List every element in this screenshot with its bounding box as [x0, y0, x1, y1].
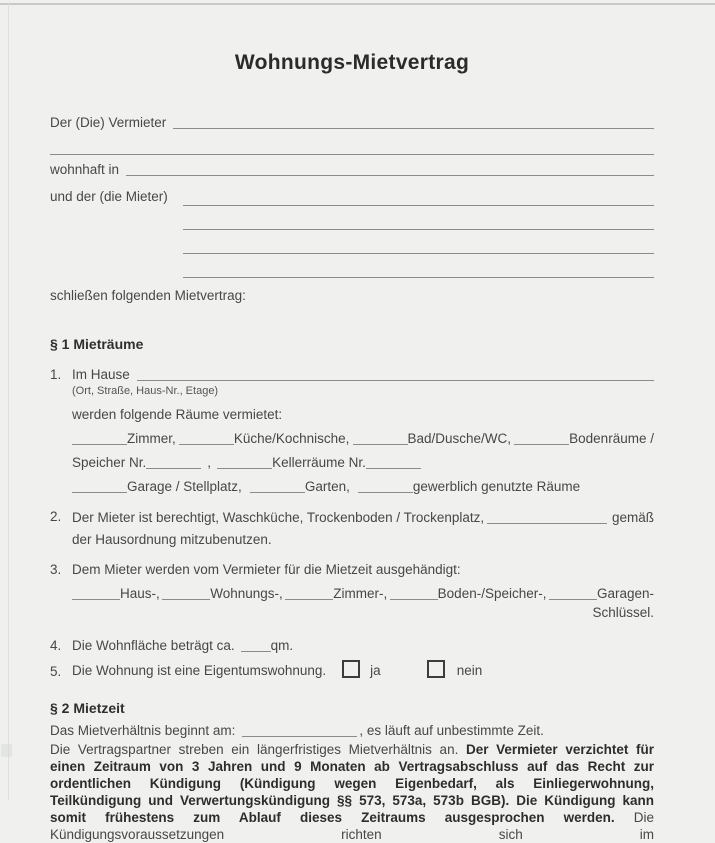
item-2-number: 2.	[50, 509, 62, 524]
gemaess-label: gemäß	[611, 510, 654, 525]
kueche-field	[179, 431, 350, 447]
garagen-keys-field	[549, 586, 654, 602]
shared-use-text: Der Mieter ist berechtigt, Waschküche, Trockenboden / Trockenplatz,	[72, 510, 485, 525]
blank-mitbenutzung	[487, 523, 607, 524]
rooms-intro: werden folgende Räume vermietet:	[72, 407, 283, 422]
blank-kueche-count	[179, 444, 234, 445]
wohnungs-keys-field	[162, 586, 283, 602]
eigentumswohnung-row	[72, 660, 654, 680]
eigentumswohnung-label: Die Wohnung ist eine Eigentumswohnung.	[72, 662, 327, 678]
speicher-label: Speicher Nr.	[72, 455, 147, 470]
gewerblich-label: gewerblich genutzte Räume	[412, 479, 581, 494]
blank-garten-count	[250, 492, 305, 493]
blank-speicher-nr	[146, 468, 201, 469]
blank-tenant-4	[183, 254, 654, 278]
document-body	[50, 0, 654, 843]
blank-tenant-1	[183, 182, 654, 206]
kellerraeume-label: Kellerräume Nr.	[272, 455, 366, 470]
lease-start-row	[50, 719, 654, 739]
garage-label: Garage / Stellplatz,	[127, 479, 242, 494]
blank-mietbeginn-datum	[242, 736, 357, 737]
tenant-label: und der (die Mieter)	[50, 189, 168, 204]
blank-landlord-2	[50, 131, 654, 155]
address-hint: (Ort, Straße, Haus-Nr., Etage)	[72, 385, 219, 397]
house-label: Im Hause	[72, 367, 130, 382]
garagen-keys-label: Garagen-	[596, 586, 654, 601]
residence-label: wohnhaft in	[50, 162, 120, 177]
termination-paragraph	[50, 741, 654, 843]
zimmer-label: Zimmer,	[127, 431, 176, 446]
landlord-label: Der (Die) Vermieter	[50, 115, 167, 130]
keys-row	[72, 578, 654, 602]
residence-field-row	[50, 155, 654, 178]
item-2	[50, 503, 654, 548]
termination-conditions-text: Die Kündigungsvoraussetzungen richten sich im	[50, 810, 654, 842]
section-1-heading: § 1 Mieträume	[50, 336, 144, 352]
zimmer-keys-label: Zimmer-,	[333, 586, 388, 601]
schluessel-label: Schlüssel.	[592, 605, 654, 620]
boden-keys-field	[390, 586, 547, 602]
item-4-number: 4.	[50, 638, 62, 653]
section-2-heading: § 2 Mietzeit	[50, 700, 125, 716]
lease-start-label: Das Mietverhältnis beginnt am:	[50, 723, 236, 738]
blank-tenant-2	[183, 206, 654, 230]
blank-bodenraeume-count	[514, 444, 569, 445]
haus-keys-label: Haus-,	[120, 586, 160, 601]
garten-label: Garten,	[304, 479, 350, 494]
blank-landlord-name	[173, 128, 654, 129]
qm-label: qm.	[270, 638, 294, 653]
zimmer-keys-field	[285, 586, 387, 602]
blank-residence	[126, 175, 654, 176]
blank-garage-count	[72, 492, 127, 493]
termination-waiver-bold-text: Der Vermieter verzichtet für einen Zeitraum von 3 Jahren und 9 Monaten ab Vertragsabschluss auf das Recht zur ordentlichen Kündigung (Kündigung wegen Eigenbedarf, als Einliegerwohnung, Teilkündigung und Verwertungskündigung §§ 573, 573a, 573b BGB). Die Kündigung kann somit frühestens zum Ablauf dieses Zeitraums ausgesprochen werden.	[50, 742, 654, 825]
tenant-field-block	[50, 182, 654, 278]
item-4	[50, 632, 654, 654]
item-3	[50, 556, 654, 624]
lease-start-suffix: , es läuft auf unbestimmte Zeit.	[359, 723, 544, 738]
blank-bad-count	[353, 444, 408, 445]
item-5	[50, 660, 654, 680]
haus-keys-field	[72, 586, 160, 602]
blank-wohnungs-keys	[162, 599, 210, 600]
checkbox-ja	[342, 660, 360, 678]
blank-garagen-keys	[549, 599, 597, 600]
item-3-number: 3.	[50, 562, 62, 577]
wohnflaeche-row	[72, 632, 654, 654]
item-1-number: 1.	[50, 367, 62, 382]
landlord-field-row	[50, 108, 654, 131]
house-address-row	[72, 361, 654, 383]
shared-use-text-2: der Hausordnung mitzubenutzen.	[72, 532, 272, 547]
blank-keller-count	[217, 468, 272, 469]
rooms-row-3	[72, 471, 654, 495]
wohnflaeche-label: Die Wohnfläche beträgt ca.	[72, 638, 235, 653]
zimmer-field	[72, 431, 176, 447]
blank-wohnflaeche-qm	[241, 651, 271, 652]
blank-gewerblich-count	[358, 492, 413, 493]
ja-label: ja	[370, 662, 381, 678]
item-5-number: 5.	[50, 664, 62, 679]
kueche-label: Küche/Kochnische,	[233, 431, 350, 446]
blank-boden-keys	[390, 599, 438, 600]
page-left-edge	[8, 4, 9, 800]
bad-field	[353, 431, 512, 447]
blank-house-address	[137, 380, 654, 381]
rooms-row-1	[72, 423, 654, 447]
tenant-blank-lines	[183, 182, 654, 278]
closing-line: schließen folgenden Mietvertrag:	[50, 288, 246, 303]
keys-intro: Dem Mieter werden vom Vermieter für die Mietzeit ausgehändigt:	[72, 562, 461, 577]
blank-zimmer-keys	[285, 599, 333, 600]
blank-keller-nr	[366, 468, 421, 469]
nein-label: nein	[456, 662, 483, 678]
scan-artifact	[1, 744, 12, 757]
blank-zimmer-count	[72, 444, 127, 445]
wohnungs-keys-label: Wohnungs-,	[210, 586, 283, 601]
shared-use-row	[72, 503, 654, 526]
document-title: Wohnungs-Mietvertrag	[234, 51, 470, 74]
bad-label: Bad/Dusche/WC,	[407, 431, 512, 446]
bodenraeume-field	[514, 431, 654, 447]
bodenraeume-label: Bodenräume /	[569, 431, 654, 446]
blank-haus-keys	[72, 599, 120, 600]
comma-separator: ,	[207, 455, 212, 470]
lease-intent-text: Die Vertragspartner streben ein längerfristiges Mietverhältnis an.	[50, 742, 466, 757]
item-1	[50, 361, 654, 495]
checkbox-nein	[427, 660, 445, 678]
rooms-row-2	[72, 447, 654, 471]
boden-keys-label: Boden-/Speicher-,	[437, 586, 547, 601]
blank-tenant-3	[183, 230, 654, 254]
